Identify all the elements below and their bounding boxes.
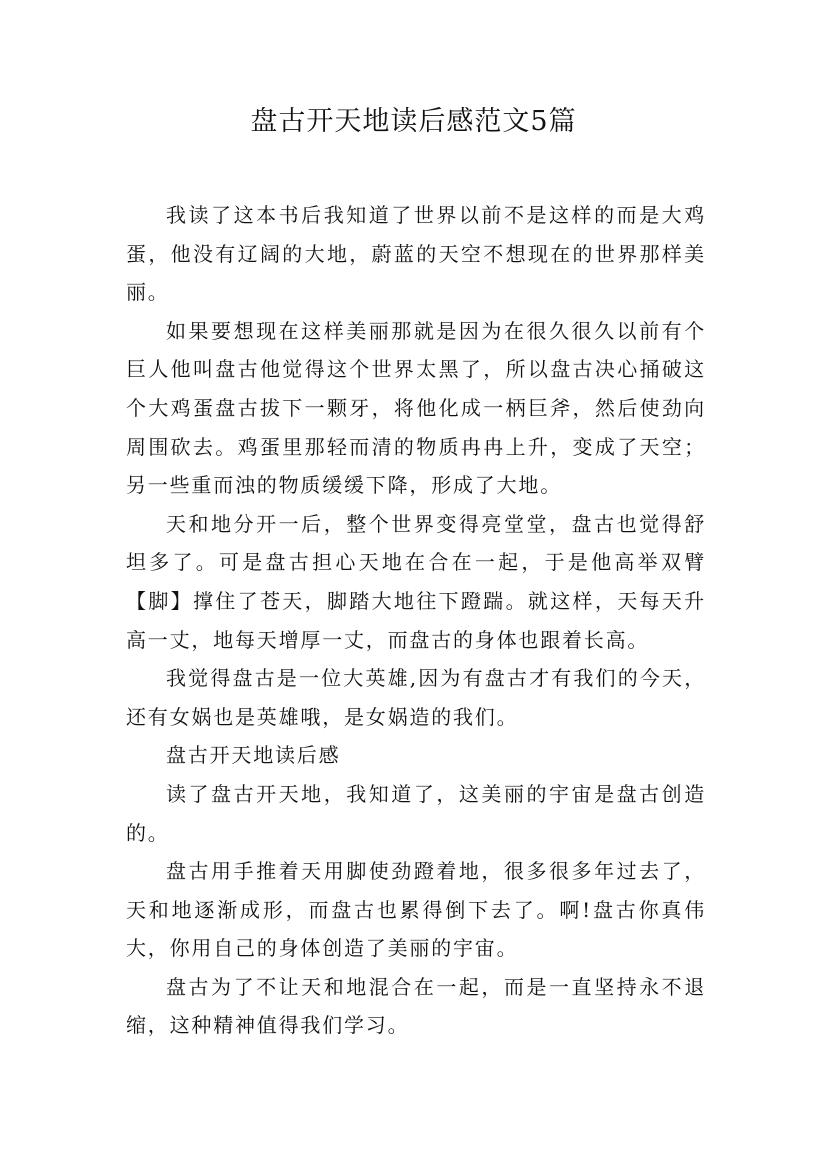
paragraph: 读了盘古开天地，我知道了，这美丽的宇宙是盘古创造的。 bbox=[126, 781, 706, 845]
document-body bbox=[126, 196, 706, 1045]
paragraph: 我觉得盘古是一位大英雄,因为有盘古才有我们的今天，还有女娲也是英雄哦，是女娲造的我们。 bbox=[126, 666, 706, 729]
section-heading: 盘古开天地读后感 bbox=[166, 743, 341, 768]
paragraph: 如果要想现在这样美丽那就是因为在很久很久以前有个巨人他叫盘古他觉得这个世界太黑了，所以盘古决心捅破这个大鸡蛋盘古拔下一颗牙，将他化成一柄巨斧，然后使劲向周围砍去。鸡蛋里那轻而清的物质冉冉上升，变成了天空；另一些重而浊的物质缓缓下降，形成了大地。 bbox=[126, 318, 706, 498]
paragraph: 天和地分开一后，整个世界变得亮堂堂，盘古也觉得舒坦多了。可是盘古担心天地在合在一起，于是他高举双臂【脚】撑住了苍天，脚踏大地往下蹬踹。就这样，天每天升高一丈，地每天增厚一丈，而盘古的身体也跟着长高。 bbox=[126, 511, 706, 652]
paragraph: 我读了这本书后我知道了世界以前不是这样的而是大鸡蛋，他没有辽阔的大地，蔚蓝的天空不想现在的世界那样美丽。 bbox=[126, 203, 706, 305]
document-title: 盘古开天地读后感范文5篇 bbox=[250, 106, 577, 137]
paragraph: 盘古用手推着天用脚使劲蹬着地，很多很多年过去了，天和地逐渐成形，而盘古也累得倒下去了。啊!盘古你真伟大，你用自己的身体创造了美丽的宇宙。 bbox=[126, 859, 706, 961]
paragraph: 盘古为了不让天和地混合在一起，而是一直坚持永不退缩，这种精神值得我们学习。 bbox=[126, 974, 706, 1038]
